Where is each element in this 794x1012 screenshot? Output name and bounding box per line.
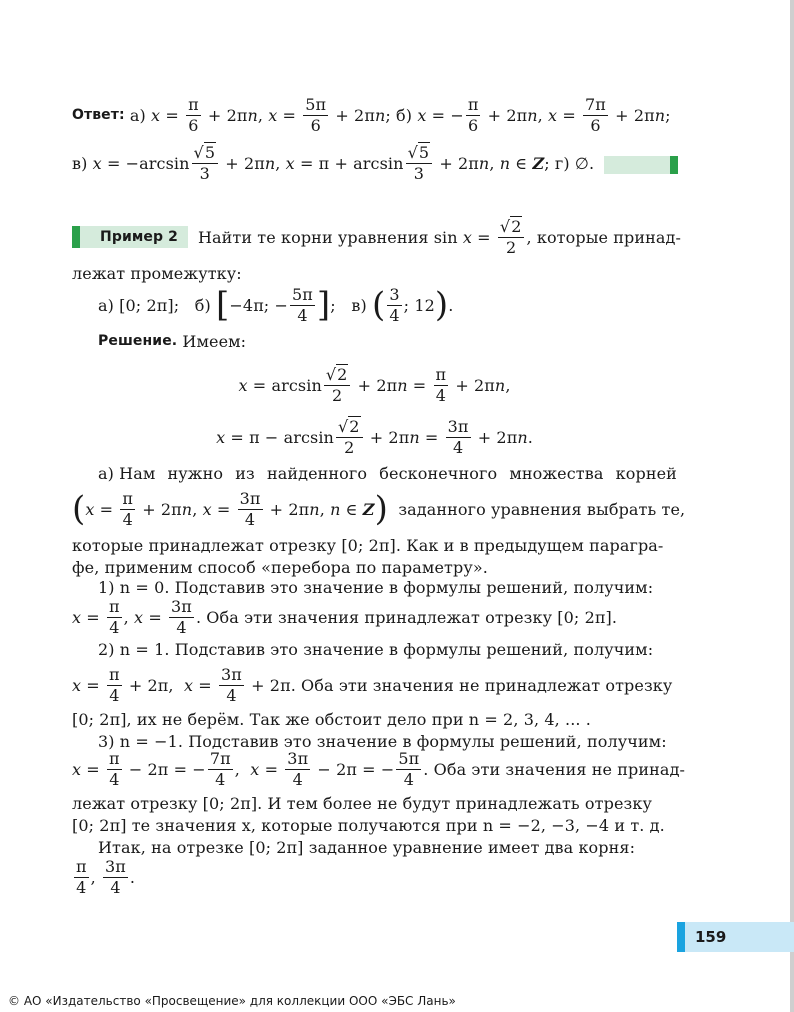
page-number-tab	[677, 922, 794, 952]
answer-line-2: в) x = −arcsin $\frac{√5}{3}$ + 2πn, x = π + arcsin $\frac{√5}{3}$ + 2πn, n ∈ Z ; г) ∅.	[72, 142, 595, 183]
formula-2: x = π − arcsin $\frac{√2}{2}$ + 2πn = $\frac{3\pi}{4}$ + 2πn.	[216, 416, 533, 457]
case-3-line-4: [0; 2π] те значения x, которые получаются при n = −2, −3, −4 и т. д.	[72, 815, 665, 835]
answer-line-1: Ответ: а) x = $\frac{\pi}{6}$ + 2πn, x = $\frac{5\pi}{6}$ + 2πn; б) x = − $\frac{\pi}{6}$ + 2πn, x = $\frac{7\pi}{6}$ + 2πn;	[72, 94, 671, 135]
paragraph-a-line-1: а) Нам нужно из найденного бесконечного множества корней	[98, 463, 677, 483]
case-3-result: x = $\frac{\pi}{4}$ − 2π = − $\frac{7\pi}{4}$ , x = $\frac{3\pi}{4}$ − 2π = − $\frac{5\pi}{4}$ . Оба эти значения не принад-	[72, 748, 686, 789]
example-intervals: а) [0; 2π]; б) [ −4π; − $\frac{5\pi}{4}$ ] ; в) ( $\frac{3}{4}$ ; 12 ) .	[98, 284, 454, 325]
page-number: 159	[695, 928, 727, 946]
case-1-result: x = $\frac{\pi}{4}$ , x = $\frac{3\pi}{4}$ . Оба эти значения принадлежат отрезку [0; 2π].	[72, 596, 618, 637]
case-3-head: 3) n = −1. Подставив это значение в формулы решений, получим:	[98, 731, 667, 751]
answer-label: Ответ:	[72, 107, 125, 123]
paragraph-a-line-2: ( x = $\frac{\pi}{4}$ + 2πn, x = $\frac{3\pi}{4}$ + 2πn, n ∈ Z ) заданного уравнения выбрать те,	[72, 488, 686, 529]
case-1-head: 1) n = 0. Подставив это значение в формулы решений, получим:	[98, 577, 654, 597]
case-2-head: 2) n = 1. Подставив это значение в формулы решений, получим:	[98, 639, 654, 659]
paragraph-a-line-4: фе, применим способ «перебора по параметру».	[72, 557, 488, 577]
example-task-line-1: Пример 2 Найти те корни уравнения sin x = $\frac{√2}{2}$ , которые принад-	[72, 212, 677, 262]
example-task-line-2: лежат промежутку:	[72, 263, 242, 283]
case-2-line-3: [0; 2π], их не берём. Так же обстоит дело при n = 2, 3, 4, ... .	[72, 709, 591, 729]
case-3-line-3: лежат отрезку [0; 2π]. И тем более не будут принадлежать отрезку	[72, 793, 652, 813]
example-tag: Пример 2	[72, 226, 188, 248]
conclusion-line-1: Итак, на отрезке [0; 2π] заданное уравнение имеет два корня:	[98, 837, 636, 857]
formula-1: x = arcsin $\frac{√2}{2}$ + 2πn = $\frac{\pi}{4}$ + 2πn,	[238, 364, 511, 405]
copyright-footer: © АО «Издательство «Просвещение» для коллекции ООО «ЭБС Лань»	[8, 994, 456, 1008]
solution-heading: Решение. Имеем:	[98, 331, 247, 351]
answer-marker-tip	[670, 156, 678, 174]
page-edge	[790, 0, 794, 1012]
conclusion-roots: $\frac{\pi}{4}$ , $\frac{3\pi}{4}$ .	[76, 856, 136, 897]
answer-marker-bar	[604, 156, 678, 174]
paragraph-a-line-3: которые принадлежат отрезку [0; 2π]. Как и в предыдущем парагра-	[72, 535, 664, 555]
case-2-result: x = $\frac{\pi}{4}$ + 2π, x = $\frac{3\pi}{4}$ + 2π . Оба эти значения не принадлежат отрезку	[72, 664, 673, 705]
